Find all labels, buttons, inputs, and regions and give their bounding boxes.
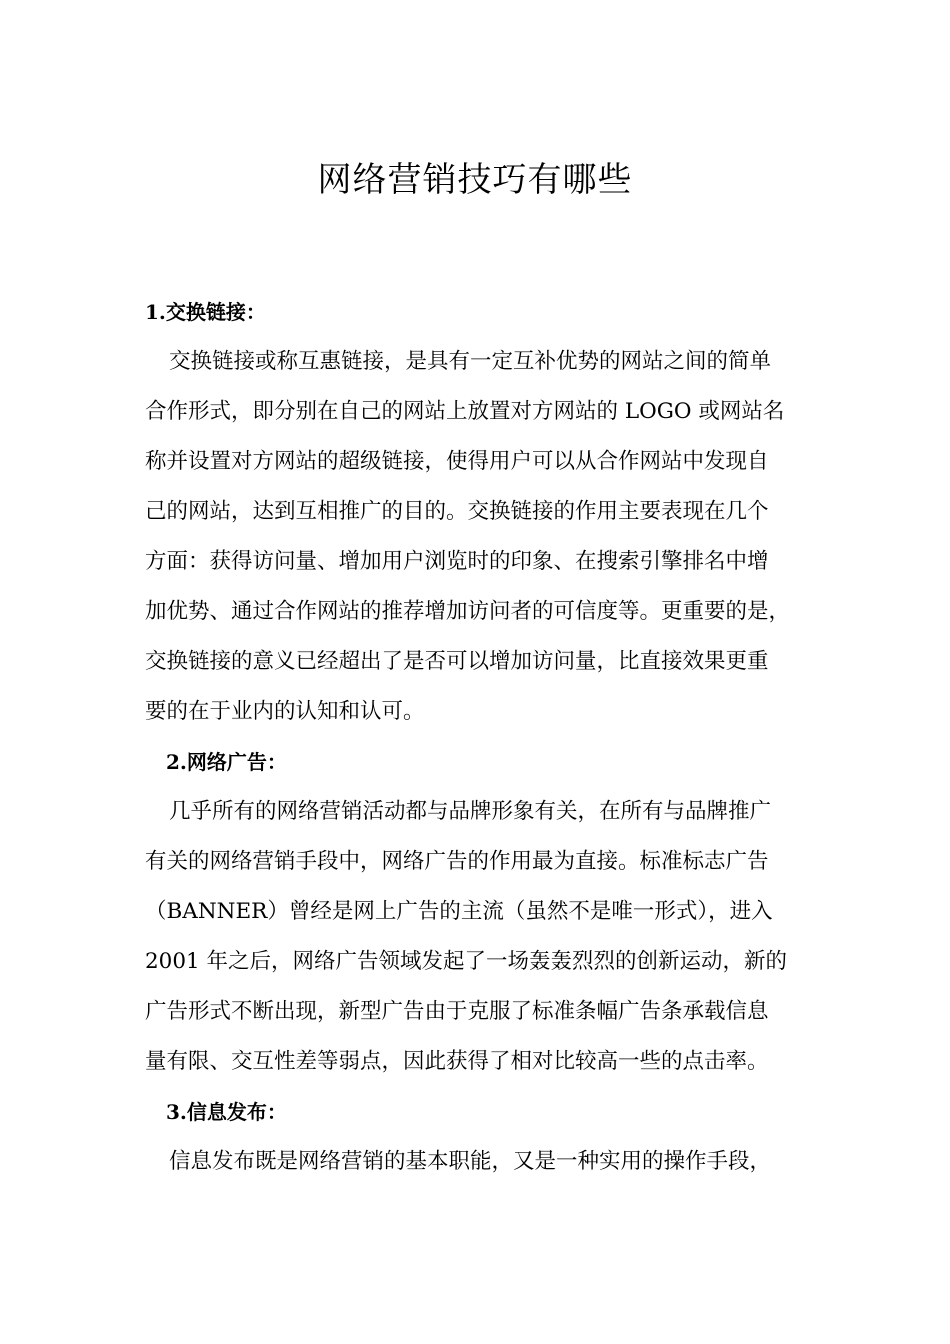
paragraph-line: 信息发布既是网络营销的基本职能，又是一种实用的操作手段， [169, 1149, 772, 1174]
paragraph-line: 称并设置对方网站的超级链接，使得用户可以从合作网站中发现自 [145, 449, 769, 474]
paragraph-line: 量有限、交互性差等弱点，因此获得了相对比较高一些的点击率。 [145, 1049, 769, 1074]
paragraph-line: 交换链接的意义已经超出了是否可以增加访问量，比直接效果更重 [145, 649, 769, 674]
section-paragraph [145, 337, 821, 737]
section-paragraph [145, 1137, 821, 1187]
section-heading: 3.信息发布： [166, 1100, 287, 1124]
paragraph-line: 广告形式不断出现，新型广告由于克服了标准条幅广告条承载信息 [145, 999, 769, 1024]
paragraph-line: 2001 年之后，网络广告领域发起了一场轰轰烈烈的创新运动，新的 [145, 949, 788, 974]
section-heading: 1.交换链接： [145, 300, 266, 324]
paragraph-line: 几乎所有的网络营销活动都与品牌形象有关，在所有与品牌推广 [169, 799, 772, 824]
section-heading: 2.网络广告： [166, 750, 287, 774]
document-title: 网络营销技巧有哪些 [317, 160, 633, 200]
paragraph-line: 有关的网络营销手段中，网络广告的作用最为直接。标准标志广告 [145, 849, 769, 874]
paragraph-line: 己的网站，达到互相推广的目的。交换链接的作用主要表现在几个 [145, 499, 769, 524]
paragraph-line: 加优势、通过合作网站的推荐增加访问者的可信度等。更重要的是， [145, 599, 791, 624]
paragraph-line: 交换链接或称互惠链接，是具有一定互补优势的网站之间的简单 [169, 349, 772, 374]
paragraph-line: 要的在于业内的认知和认可。 [145, 699, 425, 724]
paragraph-line: 合作形式，即分别在自己的网站上放置对方网站的 LOGO 或网站名 [145, 399, 785, 424]
section-online-advertising [145, 737, 821, 1087]
section-exchange-links [145, 287, 821, 737]
section-paragraph [145, 787, 821, 1087]
document-body [145, 287, 821, 1187]
paragraph-line: 方面：获得访问量、增加用户浏览时的印象、在搜索引擎排名中增 [145, 549, 769, 574]
paragraph-line: （BANNER）曾经是网上广告的主流（虽然不是唯一形式），进入 [145, 899, 773, 924]
section-information-release [145, 1087, 821, 1187]
